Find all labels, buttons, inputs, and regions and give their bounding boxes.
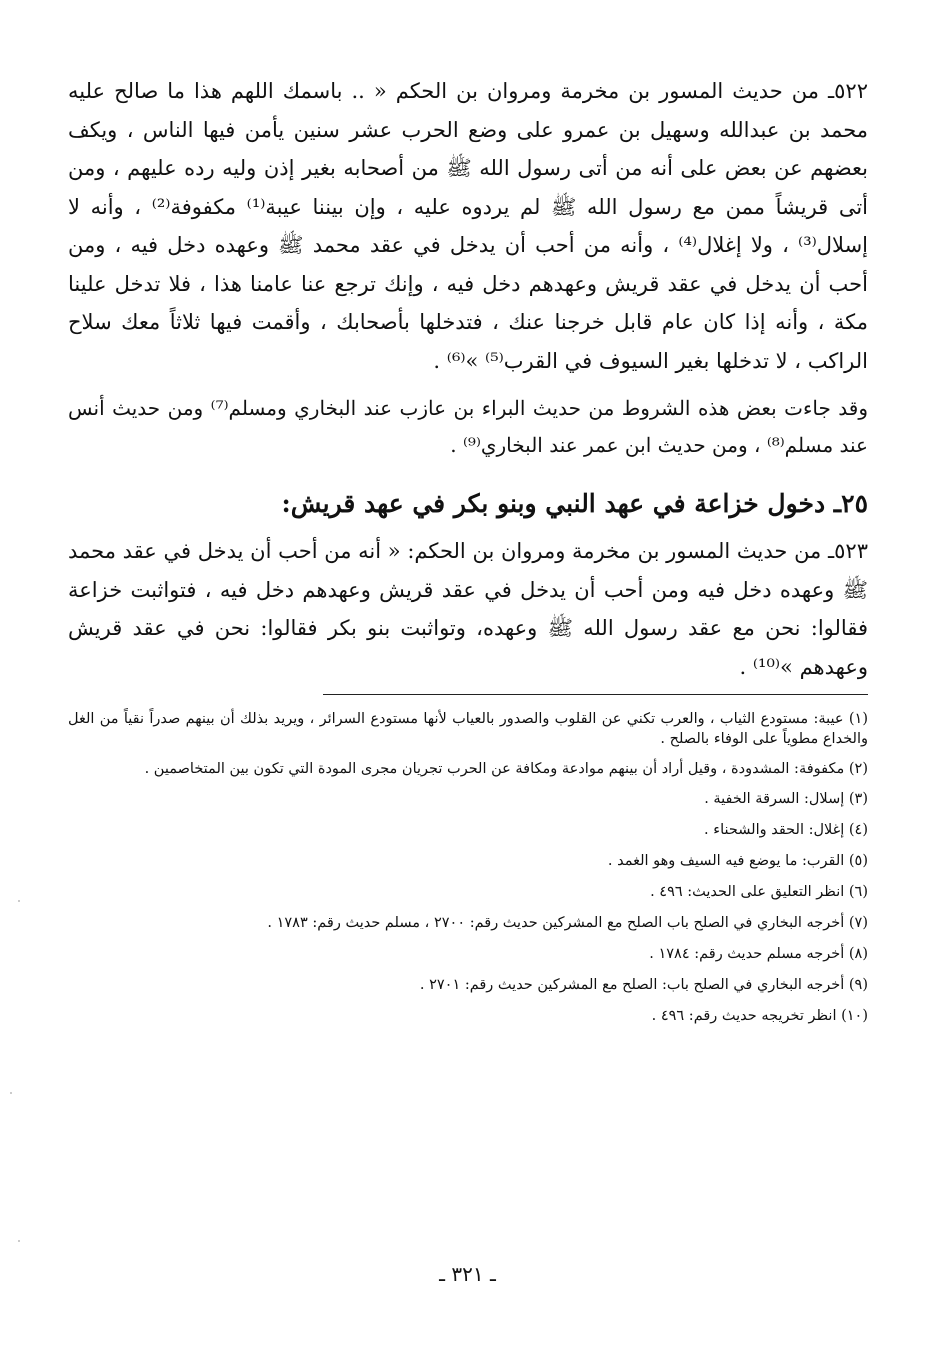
hadith-522-paragraph: ٥٢٢ـ من حديث المسور بن مخرمة ومروان بن الحكم « .. باسمك اللهم هذا ما صالح عليه محمد بن عبدالله وسهيل بن عمرو على وضع الحرب عشر سنين يأمن فيها الناس ، ويكف بعضهم عن بعض على أنه من أتى رسول الله ﷺ من أصحابه بغير إذن وليه رده عليهم ، ومن أتى قريشاً ممن مع رسول الله ﷺ لم يردوه عليه ، وإن بيننا عيبة⁽¹⁾ مكفوفة⁽²⁾ ، وأنه لا إسلال⁽³⁾ ، ولا إغلال⁽⁴⁾ ، وأنه من أحب أن يدخل في عقد محمد ﷺ وعهده دخل فيه ، ومن أحب أن يدخل في عقد قريش وعهدهم دخل فيه ، وإنك ترجع عنا عامنا هذا ، فلا تدخل علينا مكة ، وأنه إذا كان عام قابل خرجنا عنك ، فتدخلها بأصحابك ، وأقمت فيها ثلاثاً معك سلاح الراكب ، لا تدخلها بغير السيوف في القرب⁽⁵⁾ »⁽⁶⁾ . xyxy=(68,79,869,373)
footnote-5: (٥) القرب: ما يوضع فيه السيف وهو الغمد . xyxy=(607,853,868,869)
hadith-522-sources-paragraph: وقد جاءت بعض هذه الشروط من حديث البراء بن عازب عند البخاري ومسلم⁽⁷⁾ ومن حديث أنس عند مسلم⁽⁸⁾ ، ومن حديث ابن عمر عند البخاري⁽⁹⁾ . xyxy=(68,396,868,457)
scan-speck xyxy=(18,900,20,902)
footnotes xyxy=(68,709,868,1026)
footnote-8: (٨) أخرجه مسلم حديث رقم: ١٧٨٤ . xyxy=(649,946,868,962)
scan-speck xyxy=(18,1240,20,1242)
page-content xyxy=(68,72,868,1037)
footnote-2: (٢) مكفوفة: المشدودة ، وقيل أراد أن بينهم موادعة ومكافة عن الحرب تجريان مجرى المودة التي تكون بين المتخاصمين . xyxy=(144,761,868,777)
hadith-523-paragraph: ٥٢٣ـ من حديث المسور بن مخرمة ومروان بن الحكم: « أنه من أحب أن يدخل في عقد محمد ﷺ وعهده دخل فيه ومن أحب أن يدخل في عقد قريش وعهدهم دخل فيه ، فتواثبت خزاعة فقالوا: نحن مع عقد رسول الله ﷺ وعهده، وتواثبت بنو بكر فقالوا: نحن في عقد قريش وعهدهم »⁽¹⁰⁾ . xyxy=(68,539,868,679)
footnote-6: (٦) انظر التعليق على الحديث: ٤٩٦ . xyxy=(650,884,868,900)
scan-speck xyxy=(10,1092,12,1094)
section-heading: ٢٥ـ دخول خزاعة في عهد النبي وبنو بكر في عهد قريش: xyxy=(281,489,868,518)
footnote-separator xyxy=(323,694,868,695)
footnote-9: (٩) أخرجه البخاري في الصلح باب: الصلح مع المشركين حديث رقم: ٢٧٠١ . xyxy=(419,977,868,993)
footnote-10: (١٠) انظر تخريجه حديث رقم: ٤٩٦ . xyxy=(651,1008,868,1024)
page-number: ـ ٣٢١ ـ xyxy=(439,1262,496,1286)
footnote-3: (٣) إسلال: السرقة الخفية . xyxy=(704,791,868,807)
footnote-4: (٤) إغلال: الحقد والشحناء . xyxy=(704,822,868,838)
footnote-7: (٧) أخرجه البخاري في الصلح باب الصلح مع المشركين حديث رقم: ٢٧٠٠ ، مسلم حديث رقم: ١٧٨٣ . xyxy=(267,915,868,931)
footnote-1: (١) عيبة: مستودع الثياب ، والعرب تكني عن القلوب والصدور بالعياب لأنها مستودع السرائر ، ويريد بذلك أن بينهم صدراً نقياً من الغل والخداع مطوياً على الوفاء بالصلح . xyxy=(68,711,868,747)
